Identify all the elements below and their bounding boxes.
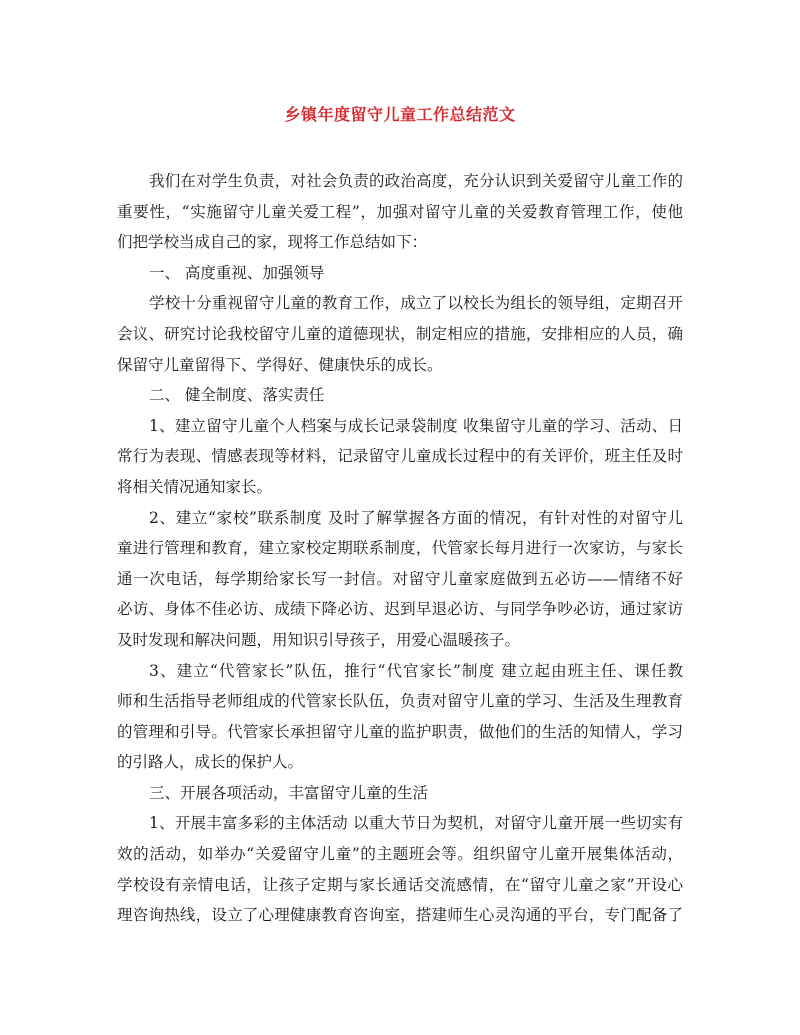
document-page bbox=[117, 0, 683, 931]
paragraph-line: 效的活动，如举办“关爱留守儿童”的主题班会等。组织留守儿童开展集体活动， bbox=[117, 845, 683, 864]
document-body bbox=[117, 166, 683, 931]
paragraph-line: 一、 高度重视、加强领导 bbox=[149, 263, 325, 282]
paragraph-line: 重要性，“实施留守儿童关爱工程”，加强对留守儿童的关爱教育管理工作，使他 bbox=[117, 202, 683, 221]
paragraph-line: 通一次电话，每学期给家长写一封信。对留守儿童家庭做到五必访——情绪不好 bbox=[117, 569, 683, 588]
paragraph bbox=[117, 288, 683, 380]
paragraph bbox=[117, 656, 683, 778]
paragraph-line: 的管理和引导。代管家长承担留守儿童的监护职责，做他们的生活的知情人，学习 bbox=[117, 722, 683, 741]
paragraph-line: 1、建立留守儿童个人档案与成长记录袋制度 收集留守儿童的学习、活动、日 bbox=[149, 416, 683, 435]
paragraph bbox=[117, 411, 683, 503]
paragraph-line: 三、开展各项活动，丰富留守儿童的生活 bbox=[149, 783, 429, 802]
paragraph-line: 学校十分重视留守儿童的教育工作，成立了以校长为组长的领导组，定期召开 bbox=[149, 294, 683, 313]
paragraph bbox=[117, 503, 683, 656]
paragraph-line: 的引路人，成长的保护人。 bbox=[117, 753, 304, 772]
document-title: 乡镇年度留守儿童工作总结范文 bbox=[284, 105, 516, 124]
paragraph-line: 将相关情况通知家长。 bbox=[117, 477, 273, 496]
paragraph-line: 必访、身体不佳必访、成绩下降必访、迟到早退必访、与同学争吵必访，通过家访 bbox=[117, 600, 683, 619]
paragraph-line: 3、建立“代管家长”队伍，推行“代官家长”制度 建立起由班主任、课任教 bbox=[149, 661, 683, 680]
paragraph-line: 理咨询热线，设立了心理健康教育咨询室，搭建师生心灵沟通的平台，专门配备了 bbox=[117, 906, 683, 925]
paragraph bbox=[117, 778, 683, 809]
paragraph bbox=[117, 380, 683, 411]
paragraph-line: 会议、研究讨论我校留守儿童的道德现状，制定相应的措施，安排相应的人员，确 bbox=[117, 324, 683, 343]
paragraph-line: 保留守儿童留得下、学得好、健康快乐的成长。 bbox=[117, 355, 443, 374]
paragraph bbox=[117, 808, 683, 930]
paragraph-line: 师和生活指导老师组成的代管家长队伍，负责对留守儿童的学习、生活及生理教育 bbox=[117, 692, 683, 711]
paragraph-line: 我们在对学生负责，对社会负责的政治高度，充分认识到关爱留守儿童工作的 bbox=[149, 172, 683, 190]
paragraph-line: 及时发现和解决问题，用知识引导孩子，用爱心温暖孩子。 bbox=[117, 630, 521, 649]
paragraph-line: 常行为表现、情感表现等材料，记录留守儿童成长过程中的有关评价，班主任及时 bbox=[117, 447, 683, 466]
paragraph bbox=[117, 258, 683, 289]
paragraph bbox=[117, 166, 683, 258]
paragraph-line: 1、开展丰富多彩的主体活动 以重大节日为契机，对留守儿童开展一些切实有 bbox=[149, 814, 683, 833]
paragraph-line: 们把学校当成自己的家，现将工作总结如下： bbox=[117, 233, 428, 252]
paragraph-line: 2、建立“家校”联系制度 及时了解掌握各方面的情况，有针对性的对留守儿 bbox=[149, 508, 683, 527]
paragraph-line: 学校设有亲情电话，让孩子定期与家长通话交流感情，在“留守儿童之家”开设心 bbox=[117, 875, 683, 894]
paragraph-line: 二、 健全制度、落实责任 bbox=[149, 386, 325, 405]
paragraph-line: 童进行管理和教育，建立家校定期联系制度，代管家长每月进行一次家访，与家长 bbox=[117, 539, 683, 558]
